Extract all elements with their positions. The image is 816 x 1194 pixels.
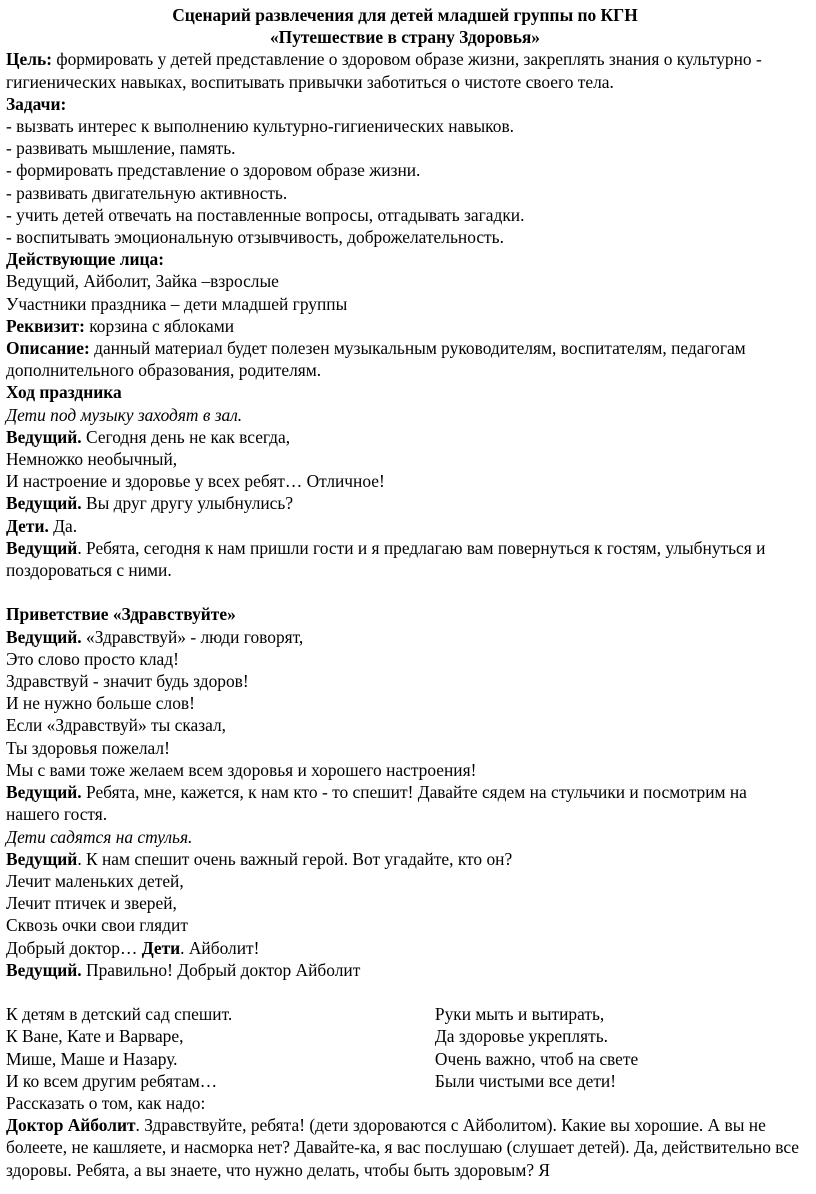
greeting-verse: Мы с вами тоже желаем всем здоровья и хорошего настроения! (6, 759, 477, 780)
characters-line-1: Ведущий, Айболит, Зайка –взрослые (6, 271, 279, 292)
title-line-1: Сценарий развлечения для детей младшей группы по КГН (172, 5, 638, 25)
description-paragraph (6, 337, 804, 381)
speaker-host: Ведущий (6, 848, 78, 869)
speaker-host: Ведущий. (6, 426, 82, 447)
host-line-1-cont: И настроение и здоровье у всех ребят… Отличное! (6, 471, 385, 492)
host-line-1-text: Сегодня день не как всегда, (81, 426, 291, 447)
riddle-answer-pre: Добрый доктор… (6, 937, 142, 958)
task-item: - развивать мышление, память. (6, 138, 236, 159)
host-line-1-cont: Немножко необычный, (6, 449, 178, 470)
host-line-4-text: Ребята, мне, кажется, к нам кто - то спешит! Давайте сядем на стульчики и посмотрим на нашего гостя. (6, 782, 747, 825)
tasks-heading (6, 93, 804, 115)
greeting-verse: И не нужно больше слов! (6, 693, 195, 714)
host-line-3-text: . Ребята, сегодня к нам пришли гости и я предлагаю вам повернуться к гостям, улыбнуться и поздороваться с ними. (6, 537, 766, 581)
kids-line-1-text: Да. (48, 515, 78, 536)
speaker-host: Ведущий. (6, 626, 82, 647)
host-line-6 (6, 959, 804, 981)
speaker-host: Ведущий (6, 537, 78, 558)
host-line-5 (6, 848, 804, 870)
props-text: корзина с яблоками (84, 315, 235, 336)
poem-line: Да здоровье укреплять. (434, 1026, 608, 1047)
poem-line: Мише, Маше и Назару. (6, 1048, 178, 1069)
speaker-host: Ведущий. (6, 493, 82, 514)
title-line-2: «Путешествие в страну Здоровья» (269, 27, 541, 48)
characters-heading (6, 248, 804, 270)
poem-line: К детям в детский сад спешит. (6, 1004, 233, 1025)
props-line (6, 315, 804, 337)
goal-label: Цель: (6, 49, 52, 70)
spacer (6, 581, 804, 603)
greeting-verse: Это слово просто клад! (6, 648, 179, 669)
tasks-label: Задачи: (6, 93, 67, 114)
speaker-kids: Дети. (6, 515, 49, 536)
speaker-kids: Дети (141, 937, 181, 958)
poem-line: Были чистыми все дети! (434, 1070, 617, 1091)
host-line-2-text: Вы друг другу улыбнулись? (81, 493, 294, 514)
greeting-verse: Если «Здравствуй» ты сказал, (6, 715, 227, 736)
poem-tail: Рассказать о том, как надо: (6, 1092, 206, 1113)
riddle-line: Лечит маленьких детей, (6, 870, 184, 891)
poem-right-column (435, 1003, 804, 1092)
riddle-line: Лечит птичек и зверей, (6, 893, 177, 914)
speaker-host: Ведущий. (6, 782, 82, 803)
description-label: Описание: (6, 338, 90, 359)
greeting-verse: Ты здоровья пожелал! (6, 737, 170, 758)
goal-text: формировать у детей представление о здоровом образе жизни, закреплять знания о культурно - гигиенических навыках, воспитывать привычки заботиться о чистоте своего тела. (6, 49, 762, 92)
progress-heading-text: Ход праздника (6, 382, 122, 403)
host-line-2 (6, 492, 804, 514)
poem-line: Очень важно, чтоб на свете (434, 1048, 639, 1069)
spacer (6, 981, 804, 1003)
doctor-line-text: . Здравствуйте, ребята! (дети здороваются с Айболитом). Какие вы хорошие. А вы не болеете, не кашляете, и насморка нет? Давайте-ка, я вас послушаю (слушает детей). Да, действительно все здоровы. Ребята, а вы знаете, что нужно делать, чтобы быть здоровым? Я (6, 1115, 800, 1180)
task-item: - воспитывать эмоциональную отзывчивость, доброжелательность. (6, 227, 504, 248)
kids-line-1 (6, 515, 804, 537)
props-label: Реквизит: (6, 315, 85, 336)
riddle-answer-post: . Айболит! (180, 937, 260, 958)
riddle-line: Сквозь очки свои глядит (6, 915, 188, 936)
characters-line-2: Участники праздника – дети младшей группы (6, 293, 348, 314)
speaker-doctor: Доктор Айболит (6, 1115, 136, 1136)
host-line-6-text: Правильно! Добрый доктор Айболит (81, 959, 361, 980)
doctor-line (6, 1114, 804, 1181)
host-line-1 (6, 426, 804, 448)
task-item: - учить детей отвечать на поставленные вопросы, отгадывать загадки. (6, 204, 525, 225)
poem-line: К Ване, Кате и Варваре, (6, 1026, 184, 1047)
greeting-heading-text: Приветствие «Здравствуйте» (6, 604, 236, 625)
poem-left-column (6, 1003, 435, 1092)
poem-columns (6, 1003, 804, 1092)
task-item: - формировать представление о здоровом образе жизни. (6, 160, 421, 181)
stage-direction-sit (6, 826, 804, 848)
greeting-line (6, 626, 804, 648)
host-line-3 (6, 537, 804, 581)
poem-line: Руки мыть и вытирать, (434, 1004, 605, 1025)
progress-heading (6, 381, 804, 403)
task-item: - вызвать интерес к выполнению культурно-гигиенических навыков. (6, 116, 515, 137)
stage-enter-text: Дети под музыку заходят в зал. (6, 404, 243, 425)
riddle-answer-line (6, 937, 804, 959)
stage-sit-text: Дети садятся на стулья. (6, 826, 193, 847)
greeting-heading (6, 603, 804, 625)
description-text: данный материал будет полезен музыкальным руководителям, воспитателям, педагогам дополнительного образования, родителям. (6, 338, 746, 381)
goal-paragraph (6, 48, 804, 92)
greeting-verse: Здравствуй - значит будь здоров! (6, 671, 249, 692)
speaker-host: Ведущий. (6, 959, 82, 980)
characters-label: Действующие лица: (6, 249, 165, 270)
greeting-text: «Здравствуй» - люди говорят, (81, 626, 304, 647)
host-line-5-text: . К нам спешит очень важный герой. Вот угадайте, кто он? (77, 848, 513, 869)
task-item: - развивать двигательную активность. (6, 182, 288, 203)
stage-direction-enter (6, 404, 804, 426)
poem-line: И ко всем другим ребятам… (6, 1070, 218, 1091)
host-line-4 (6, 781, 804, 825)
